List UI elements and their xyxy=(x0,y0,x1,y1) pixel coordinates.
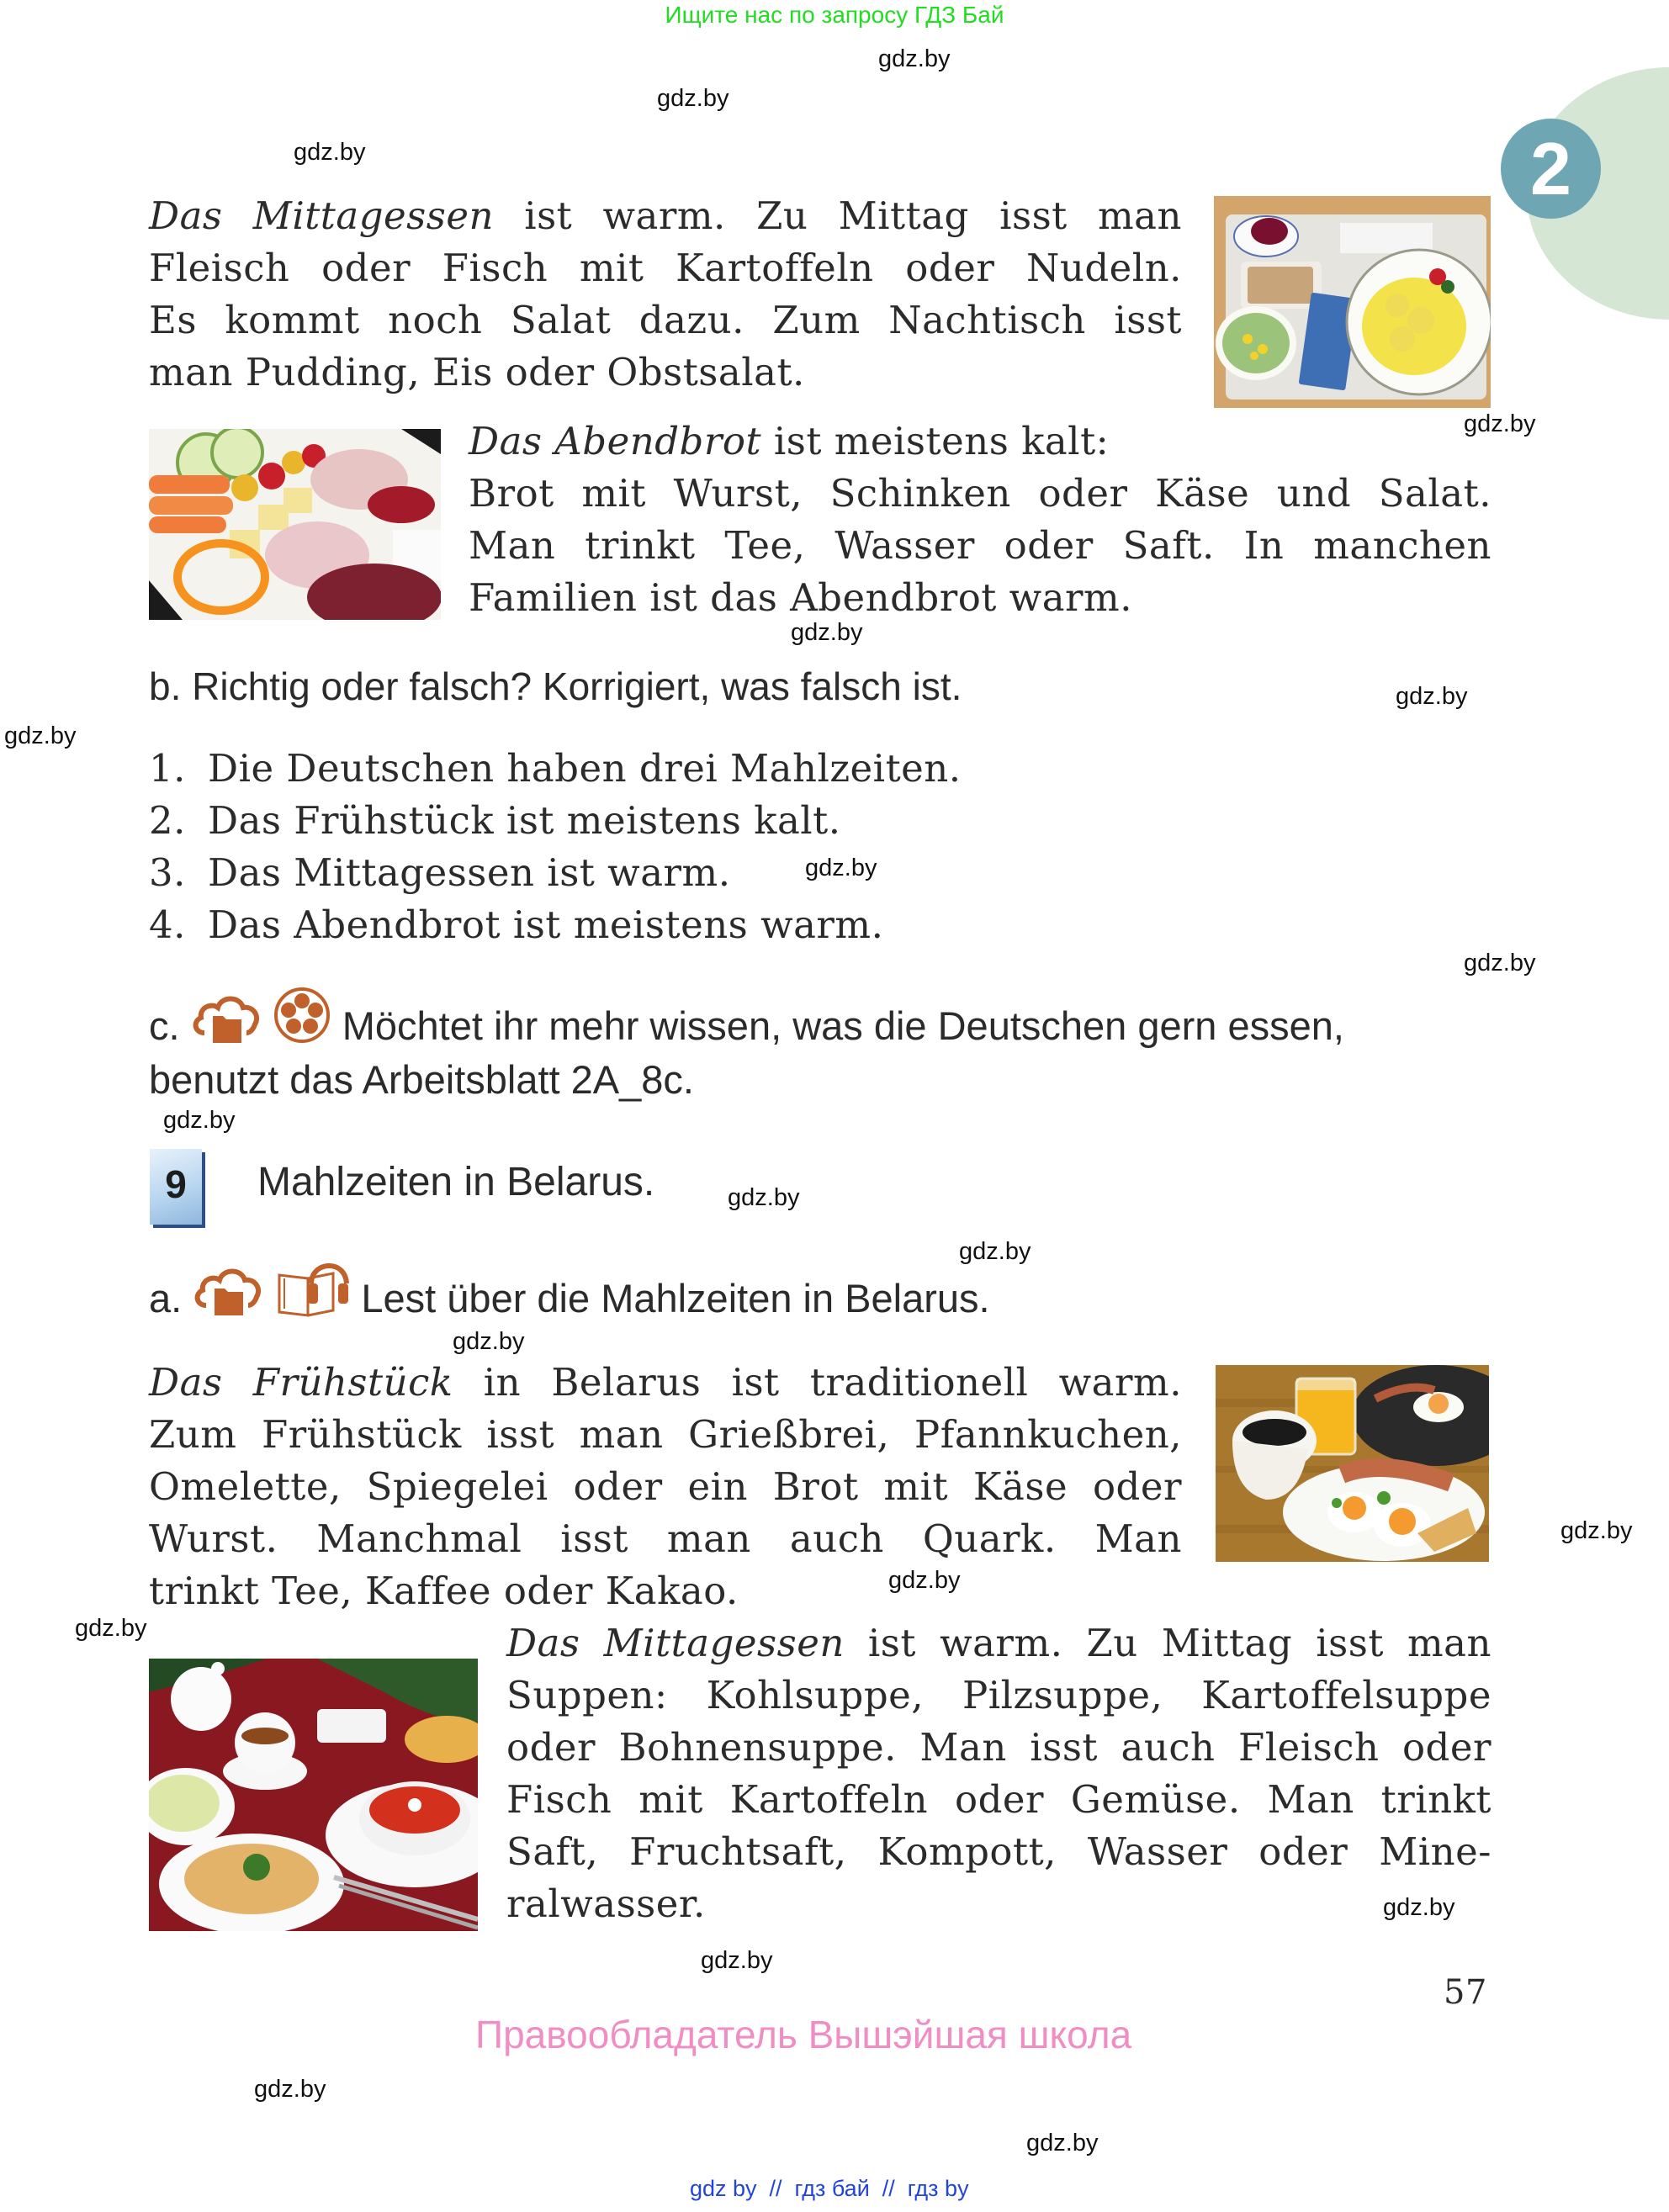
list-item: 3. Das Mittagessen ist warm. xyxy=(149,847,962,899)
task-9a-heading xyxy=(149,1255,990,1327)
flower-circle-icon xyxy=(273,986,331,1055)
footer-links[interactable]: gdz by // гдз бай // гдз by xyxy=(690,2176,969,2201)
watermark: gdz.by xyxy=(1396,683,1468,710)
task-9a-label: a. xyxy=(149,1276,183,1320)
watermark: gdz.by xyxy=(888,1567,961,1594)
lead-italic: Das Abendbrot xyxy=(469,419,762,463)
task-c-line2: benutzt das Arbeitsblatt 2A_8c. xyxy=(149,1057,694,1102)
paragraph-mittagessen-de: Das Mittagessen ist warm. Zu Mittag isst man Fleisch oder Fisch mit Kartoffeln oder Nudeln. Es kommt noch Salat dazu. Zum Nachtisch isst man Pudding, Eis oder Obstsalat. xyxy=(149,193,1182,394)
cold-cuts-platter-photo xyxy=(149,429,441,620)
watermark: gdz.by xyxy=(878,45,951,72)
watermark: gdz.by xyxy=(1464,950,1536,976)
chapter-badge xyxy=(1501,119,1601,219)
task-c xyxy=(149,986,1344,1103)
cloud-folder-icon xyxy=(191,991,262,1055)
paragraph-mittagessen-by: Das Mittagessen ist warm. Zu Mittag isst man Suppen: Kohlsuppe, Pilzsuppe, Kartoffelsuppe oder Bohnensuppe. Man isst auch Fleisch oder Fisch mit Kartoffeln oder Gemüse. Man trinkt Saft, Fruchtsaft, Kompott, Wasser oder Mine- ralwasser. xyxy=(506,1621,1492,1926)
task-b-heading: b. Richtig oder falsch? Korrigiert, was falsch ist. xyxy=(149,664,962,708)
watermark: gdz.by xyxy=(791,619,863,646)
watermark: gdz.by xyxy=(163,1107,236,1134)
copyright-notice: Правообладатель Вышэйшая школа xyxy=(475,2013,1132,2056)
watermark: gdz.by xyxy=(1464,410,1536,437)
item-number: 2. xyxy=(149,798,186,843)
task-c-label: c. xyxy=(149,1003,180,1048)
watermark: gdz.by xyxy=(75,1615,147,1642)
watermark: gdz.by xyxy=(805,855,877,881)
item-number: 1. xyxy=(149,746,186,791)
lead-italic: Das Frühstück xyxy=(149,1360,453,1405)
list-item: 1. Die Deutschen haben drei Mahlzeiten. xyxy=(149,743,962,795)
task-c-line1: Möchtet ihr mehr wissen, was die Deutschen gern essen, xyxy=(342,1003,1344,1048)
lead-italic: Das Mittagessen xyxy=(506,1621,845,1665)
exercise-9-badge xyxy=(150,1149,202,1225)
watermark: gdz.by xyxy=(959,1238,1031,1265)
item-number: 3. xyxy=(149,850,186,895)
list-item: 2. Das Frühstück ist meistens kalt. xyxy=(149,795,962,847)
paragraph-fruehstueck-by: Das Frühstück in Belarus ist traditionell warm. Zum Frühstück isst man Grießbrei, Pfannkuchen, Omelette, Spiegelei oder ein Brot mit Käse oder Wurst. Manchmal isst man auch Quark. Man trinkt Tee, Kaffee oder Kakao. xyxy=(149,1360,1182,1613)
book-headphones-icon xyxy=(274,1255,350,1327)
lead-italic: Das Mittagessen xyxy=(149,193,494,238)
watermark: gdz.by xyxy=(701,1947,773,1974)
true-false-list xyxy=(149,743,962,951)
watermark: gdz.by xyxy=(1560,1517,1633,1544)
item-number: 4. xyxy=(149,902,186,947)
watermark: gdz.by xyxy=(294,139,366,166)
breakfast-eggs-photo xyxy=(1216,1365,1489,1562)
exercise-9-title: Mahlzeiten in Belarus. xyxy=(257,1160,655,1204)
watermark: gdz.by xyxy=(728,1184,800,1211)
chapter-number: 2 xyxy=(1530,127,1571,210)
watermark: gdz.by xyxy=(657,85,729,112)
exercise-number: 9 xyxy=(165,1162,187,1206)
paragraph-abendbrot-de: Das Abendbrot ist meistens kalt: Brot mit Wurst, Schinken oder Käse und Salat. Man trinkt Tee, Wasser oder Saft. In manchen Familien ist das Abendbrot warm. xyxy=(469,419,1492,620)
lunch-tray-photo xyxy=(1214,196,1491,408)
list-item: 4. Das Abendbrot ist meistens warm. xyxy=(149,899,962,951)
search-hint: Ищите нас по запросу ГДЗ Бай xyxy=(665,2,1004,28)
cloud-folder-icon xyxy=(193,1263,263,1327)
belarus-lunch-borscht-photo xyxy=(149,1659,478,1931)
watermark: gdz.by xyxy=(4,722,77,749)
watermark: gdz.by xyxy=(254,2076,326,2103)
watermark: gdz.by xyxy=(1383,1894,1455,1921)
watermark: gdz.by xyxy=(1026,2130,1099,2156)
watermark: gdz.by xyxy=(453,1328,525,1355)
page-number: 57 xyxy=(1444,1973,1487,2012)
task-9a-title: Lest über die Mahlzeiten in Belarus. xyxy=(361,1276,990,1320)
